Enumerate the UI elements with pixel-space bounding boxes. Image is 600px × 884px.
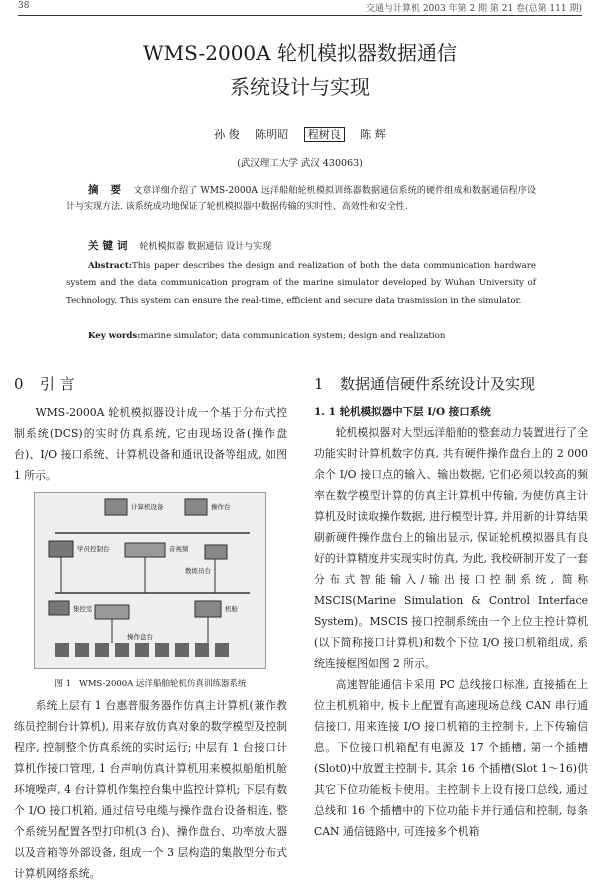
author: 陈 辉 [360,128,386,141]
paragraph: WMS-2000A 轮机模拟器设计成一个基于分布式控制系统(DCS)的实时仿真系统, 它由现场设备(操作盘台)、I/O 接口系统、计算机设备和通讯设备等组成, 如图 1 所示。 [14,406,287,482]
left-column [14,372,287,884]
fig-label: 教练员台 [185,567,211,575]
affiliation: (武汉理工大学 武汉 430063) [237,158,363,169]
paragraph: 轮机模拟器对大型远洋船舶的整套动力装置进行了全功能实时计算机数字仿真, 共有硬件操作盘台上的 2 000 余个 I/O 接口点的输入、输出数据, 它们必须以较高的频率在数学模型计算的仿真主计算机中传输, 为使仿真主计算机及时读取操作数据, 进行模型计算, 并用新的计算结果刷新硬件操作盘台上的输出显示, 保证轮机模拟器具有良好的计算精度并实现实时仿真, 为此, 我校研制开发了一套分布式智能输入/输出接口控制系统, 简称 MSCIS(Marine Simulation & Control Interface System)。MSCIS 接口控制系统由一个上位主控计算机(以下简称接口计算机)和数个下位 I/O 接口机箱组成, 系统连接框图如图 2 所示。 [314,426,588,670]
keywords-en-label: Key words: [88,331,141,341]
keywords-zh-label: 关键词 [88,240,132,252]
abstract-en [66,258,536,310]
abstract-en-label: Abstract: [88,261,132,271]
keywords-en-text: marine simulator; data communication system; design and realization [140,331,446,341]
section-0-heading [14,372,287,396]
section-number: 0 [14,375,24,393]
right-column [314,372,588,842]
abstract-zh-label: 摘 要 [88,184,126,196]
fig-label: 机舱 [225,605,238,613]
figure-caption-text: WMS-2000A 远洋船舶轮机仿真训练器系统 [79,679,247,689]
title-line-1: WMS-2000A 轮机模拟器数据通信 [143,41,457,65]
figure-number: 图 1 [54,679,72,689]
section-title: 数据通信硬件系统设计及实现 [340,375,536,393]
abstract-zh-text: 文章详细介绍了 WMS-2000A 远洋船舶轮机模拟训练器数据通信系统的硬件组成和数据通信程序设计与实现方法. 该系统成功地保证了轮机模拟器中数据传输的实时性、高效性和安全性. [66,186,536,212]
section-title: 引 言 [40,375,75,393]
author: 程树良 [304,127,345,142]
journal-info: 交通与计算机 2003 年第 2 期 第 21 卷(总第 111 期) [365,4,582,14]
running-header [18,0,582,16]
keywords-zh-text: 轮机模拟器 数据通信 设计与实现 [139,242,272,252]
fig-label: 计算机设备 [131,503,164,511]
abstract-en-text: This paper describes the design and realization of both the data communication hardware system and the data communication program of the marine simulator developed by Wuhan University of Technology. This system can ensure the real-time, efficient and secure data trasmission in the simulator. [66,261,536,306]
author-list [0,126,600,142]
keywords-zh [66,238,536,255]
fig-label: 集控室 [73,605,93,613]
figure-1 [34,492,266,669]
subsection-number: 1. 1 [314,406,336,418]
fig-label: 音视频 [169,545,189,553]
author: 陈明昭 [255,128,289,141]
author: 孙 俊 [214,128,240,141]
page-number: 38 [18,1,30,11]
figure-1-caption [14,677,287,691]
fig-label: 操作台 [211,503,231,511]
subsection-1-1-heading [314,402,588,422]
section-number: 1 [314,375,324,393]
paragraph: 高速智能通信卡采用 PC 总线接口标准, 直接插在上位主机机箱中, 板卡上配置有高速现场总线 CAN 串行通信接口, 用来连接 I/O 接口机箱的主控制卡, 上下传输信息。下位接口机箱配有电源及 17 个插槽, 第一个插槽(Slot0)中放置主控制卡, 其余 16 个插槽(Slot 1～16)供其它下位功能板卡使用。主控制卡上设有接口总线, 通过总线和 16 个插槽中的下位功能卡并行通信和控制, 每条 CAN 通信链路中, 可连接多个机箱 [314,678,588,838]
subsection-title: 轮机模拟器中下层 I/O 接口系统 [339,406,491,418]
system-diagram [35,493,265,668]
keywords-en [66,328,536,344]
abstract-zh [66,182,536,215]
fig-label: 学员控制台 [77,545,110,553]
section-1-heading [314,372,588,396]
title-line-2: 系统设计与实现 [230,75,370,99]
paragraph: 系统上层有 1 台惠普服务器作仿真主计算机(兼作教练员控制台计算机), 用来存放仿真对象的数学模型及控制程序, 控制整个仿真系统的实时运行; 中层有 1 台接口计算机作接口管理, 1 台声响仿真计算机用来模拟船舶机舱环境噪声, 4 台计算机作集控台集中监控计算机; 下层有数个 I/O 接口机箱, 通过信号电缆与操作盘台设备相连, 整个系统另配置各型打印机(3 台)、操作盘台、功率放大器以及音箱等外部设备, 组成一个 3 层构造的集散型分布式计算机网络系统。 [14,699,287,880]
fig-label: 操作盘台 [127,633,153,641]
